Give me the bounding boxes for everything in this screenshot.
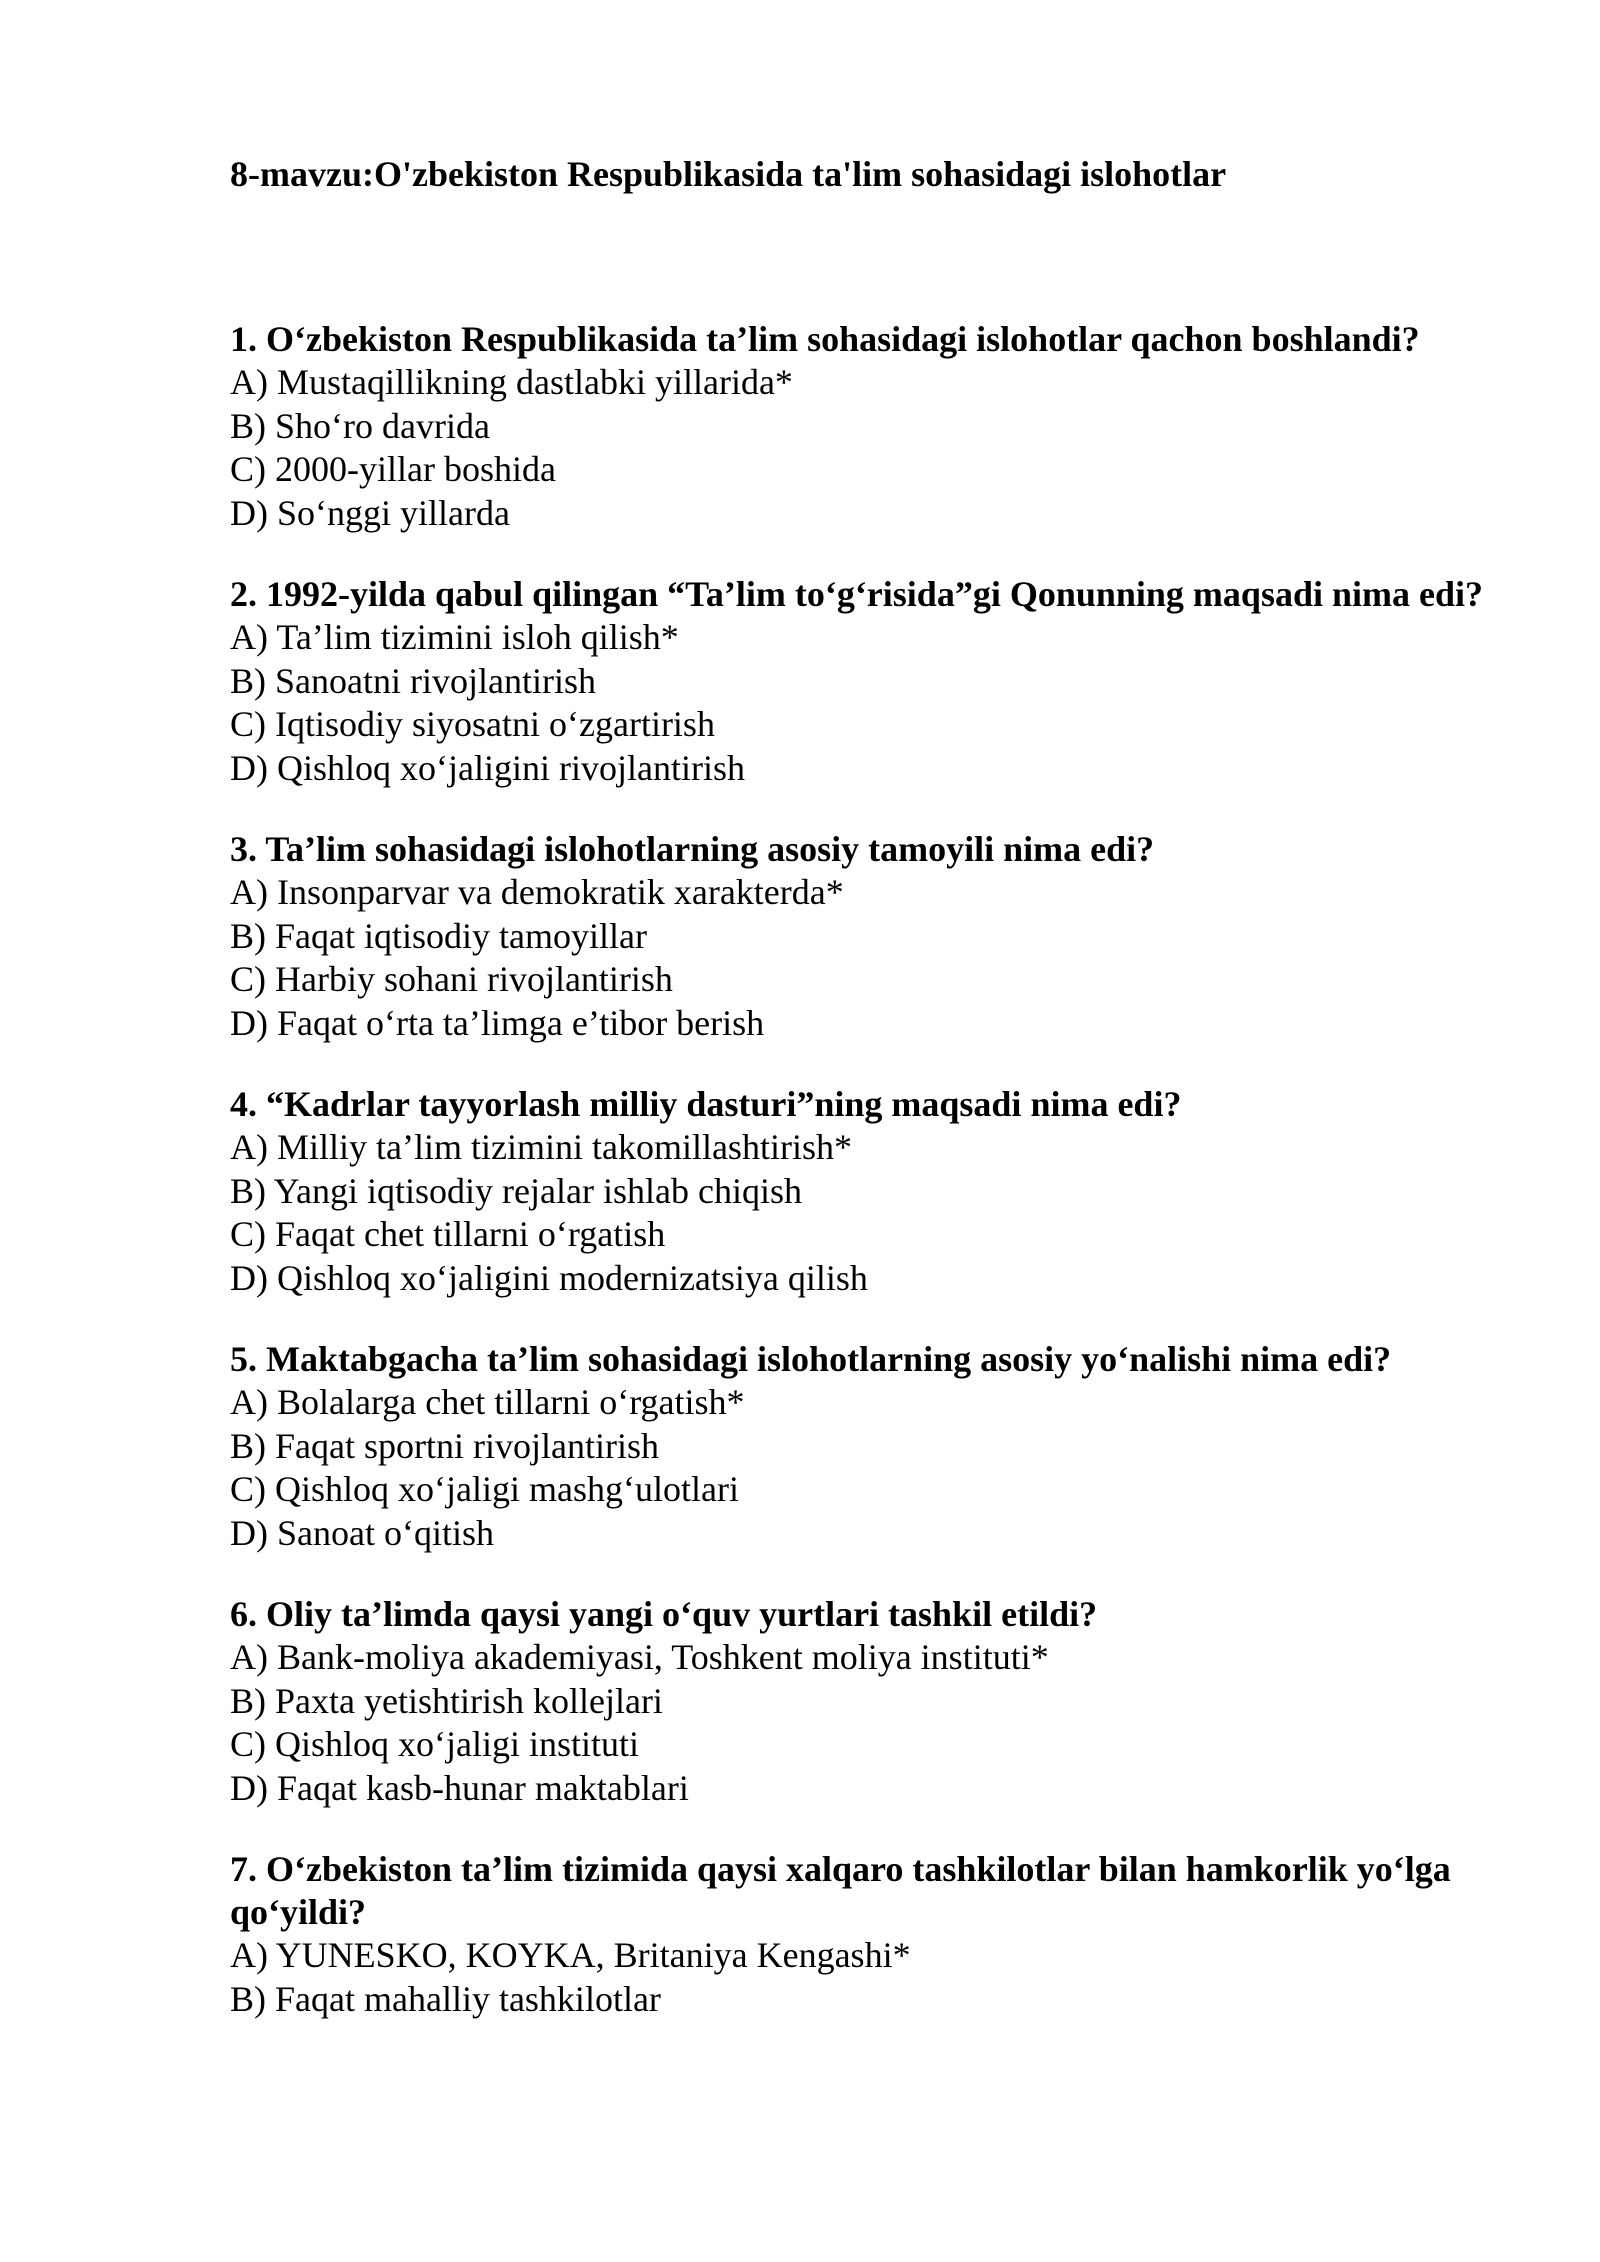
answer-option: D) Qishloq xo‘jaligini rivojlantirish [230,747,745,788]
answer-option: D) Sanoat o‘qitish [230,1512,494,1553]
question-block [230,828,1490,1045]
answer-option: D) Faqat o‘rta ta’limga e’tibor berish [230,1002,765,1043]
question-text: 5. Maktabgacha ta’lim sohasidagi islohotlarning asosiy yo‘nalishi nima edi? [230,1339,1392,1379]
question-block [230,1593,1490,1810]
answer-option: D) Faqat kasb-hunar maktablari [230,1767,689,1808]
answer-option: B) Faqat iqtisodiy tamoyillar [230,915,647,956]
answer-option: A) Bolalarga chet tillarni o‘rgatish* [230,1382,745,1422]
answer-option: A) Milliy ta’lim tizimini takomillashtirish* [230,1127,852,1167]
answer-option: B) Sho‘ro davrida [230,405,490,446]
answer-option: C) Qishloq xo‘jaligi mashg‘ulotlari [230,1469,739,1509]
answer-option: A) YUNESKO, KOYKA, Britaniya Kengashi* [230,1935,911,1975]
answer-option: C) Harbiy sohani rivojlantirish [230,959,673,999]
answer-option: C) Qishloq xo‘jaligi instituti [230,1724,640,1764]
question-text: 7. O‘zbekiston ta’lim tizimida qaysi xalqaro tashkilotlar bilan hamkorlik yo‘lga qo‘yildi? [230,1849,1451,1932]
answer-option: B) Faqat sportni rivojlantirish [230,1425,659,1466]
question-text: 6. Oliy ta’limda qaysi yangi o‘quv yurtlari tashkil etildi? [230,1594,1098,1634]
answer-option: D) So‘nggi yillarda [230,492,510,533]
answer-option: D) Qishloq xo‘jaligini modernizatsiya qilish [230,1257,868,1298]
answer-option: A) Bank-moliya akademiyasi, Toshkent moliya instituti* [230,1637,1049,1677]
answer-option: B) Paxta yetishtirish kollejlari [230,1680,663,1721]
answer-option: B) Faqat mahalliy tashkilotlar [230,1978,661,2019]
question-text: 2. 1992-yilda qabul qilingan “Ta’lim to‘g‘risida”gi Qonunning maqsadi nima edi? [230,574,1483,614]
question-block [230,1083,1490,1300]
question-list [230,318,1490,2059]
answer-option: B) Yangi iqtisodiy rejalar ishlab chiqish [230,1170,802,1211]
answer-option: C) 2000-yillar boshida [230,449,556,489]
answer-option: A) Ta’lim tizimini isloh qilish* [230,617,679,657]
question-text: 3. Ta’lim sohasidagi islohotlarning asosiy tamoyili nima edi? [230,829,1155,869]
question-text: 4. “Kadrlar tayyorlash milliy dasturi”ning maqsadi nima edi? [230,1084,1182,1124]
answer-option: A) Mustaqillikning dastlabki yillarida* [230,362,793,402]
answer-option: B) Sanoatni rivojlantirish [230,660,596,701]
question-text: 1. O‘zbekiston Respublikasida ta’lim sohasidagi islohotlar qachon boshlandi? [230,319,1420,359]
answer-option: C) Faqat chet tillarni o‘rgatish [230,1214,666,1254]
answer-option: C) Iqtisodiy siyosatni o‘zgartirish [230,704,715,744]
question-block [230,1848,1490,2021]
question-block [230,1338,1490,1555]
question-block [230,318,1490,535]
document-title: 8-mavzu:O'zbekiston Respublikasida ta'lim sohasidagi islohotlar [230,154,1227,194]
question-block [230,573,1490,790]
answer-option: A) Insonparvar va demokratik xarakterda* [230,872,844,912]
